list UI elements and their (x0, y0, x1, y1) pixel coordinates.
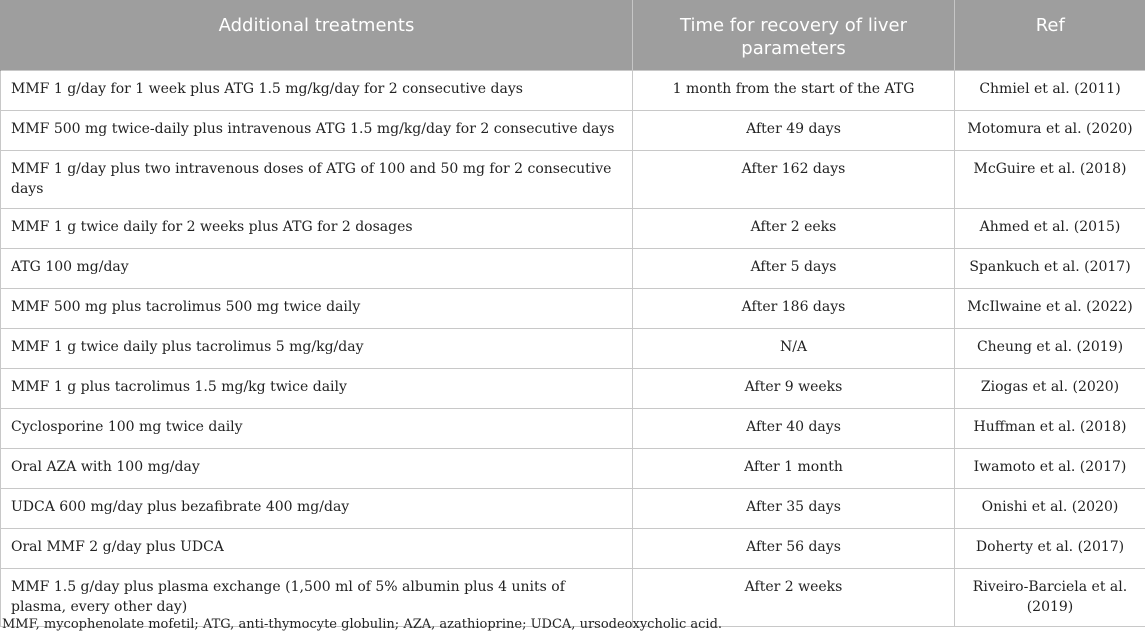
treatment-cell: MMF 1 g/day for 1 week plus ATG 1.5 mg/kg/day for 2 consecutive days (1, 70, 633, 110)
recovery-cell: After 49 days (633, 110, 955, 150)
treatment-cell: MMF 1 g plus tacrolimus 1.5 mg/kg twice daily (1, 368, 633, 408)
recovery-cell: After 2 eeks (633, 208, 955, 248)
treatment-cell: ATG 100 mg/day (1, 248, 633, 288)
ref-cell: Onishi et al. (2020) (955, 488, 1145, 528)
treatment-cell: MMF 1.5 g/day plus plasma exchange (1,500 ml of 5% albumin plus 4 units of plasma, every other day) (1, 568, 633, 626)
recovery-cell: After 5 days (633, 248, 955, 288)
table-body (1, 70, 1145, 626)
recovery-cell: After 56 days (633, 528, 955, 568)
recovery-cell: After 1 month (633, 448, 955, 488)
ref-cell: Riveiro-Barciela et al. (2019) (955, 568, 1145, 626)
recovery-cell: After 186 days (633, 288, 955, 328)
ref-cell: Cheung et al. (2019) (955, 328, 1145, 368)
ref-cell: Chmiel et al. (2011) (955, 70, 1145, 110)
table-row (1, 110, 1145, 150)
header-ref: Ref (955, 0, 1145, 70)
treatment-cell: Cyclosporine 100 mg twice daily (1, 408, 633, 448)
treatment-cell: Oral MMF 2 g/day plus UDCA (1, 528, 633, 568)
recovery-cell: After 162 days (633, 150, 955, 208)
treatment-cell: UDCA 600 mg/day plus bezafibrate 400 mg/day (1, 488, 633, 528)
table-row (1, 448, 1145, 488)
table-row (1, 150, 1145, 208)
ref-cell: McIlwaine et al. (2022) (955, 288, 1145, 328)
table-row (1, 328, 1145, 368)
treatment-cell: MMF 1 g twice daily for 2 weeks plus ATG for 2 dosages (1, 208, 633, 248)
table-row (1, 208, 1145, 248)
header-recovery-time: Time for recovery of liver parameters (633, 0, 955, 70)
recovery-cell: After 35 days (633, 488, 955, 528)
recovery-cell: After 2 weeks (633, 568, 955, 626)
table-row (1, 70, 1145, 110)
recovery-cell: After 9 weeks (633, 368, 955, 408)
treatment-cell: MMF 1 g twice daily plus tacrolimus 5 mg/kg/day (1, 328, 633, 368)
treatment-cell: MMF 500 mg twice-daily plus intravenous ATG 1.5 mg/kg/day for 2 consecutive days (1, 110, 633, 150)
table-row (1, 408, 1145, 448)
table-header (1, 0, 1145, 70)
treatment-cell: MMF 500 mg plus tacrolimus 500 mg twice daily (1, 288, 633, 328)
ref-cell: Ahmed et al. (2015) (955, 208, 1145, 248)
ref-cell: Ziogas et al. (2020) (955, 368, 1145, 408)
recovery-cell: After 40 days (633, 408, 955, 448)
ref-cell: Iwamoto et al. (2017) (955, 448, 1145, 488)
recovery-cell: 1 month from the start of the ATG (633, 70, 955, 110)
recovery-cell: N/A (633, 328, 955, 368)
table-row (1, 368, 1145, 408)
treatment-cell: Oral AZA with 100 mg/day (1, 448, 633, 488)
treatment-cell: MMF 1 g/day plus two intravenous doses of ATG of 100 and 50 mg for 2 consecutive days (1, 150, 633, 208)
ref-cell: Doherty et al. (2017) (955, 528, 1145, 568)
table-row (1, 288, 1145, 328)
table-row (1, 528, 1145, 568)
ref-cell: Huffman et al. (2018) (955, 408, 1145, 448)
table-row (1, 248, 1145, 288)
table-row (1, 488, 1145, 528)
ref-cell: Motomura et al. (2020) (955, 110, 1145, 150)
ref-cell: Spankuch et al. (2017) (955, 248, 1145, 288)
header-treatments: Additional treatments (1, 0, 633, 70)
ref-cell: McGuire et al. (2018) (955, 150, 1145, 208)
table-footnote: MMF, mycophenolate mofetil; ATG, anti-thymocyte globulin; AZA, azathioprine; UDCA, ursodeoxycholic acid. (2, 617, 723, 632)
